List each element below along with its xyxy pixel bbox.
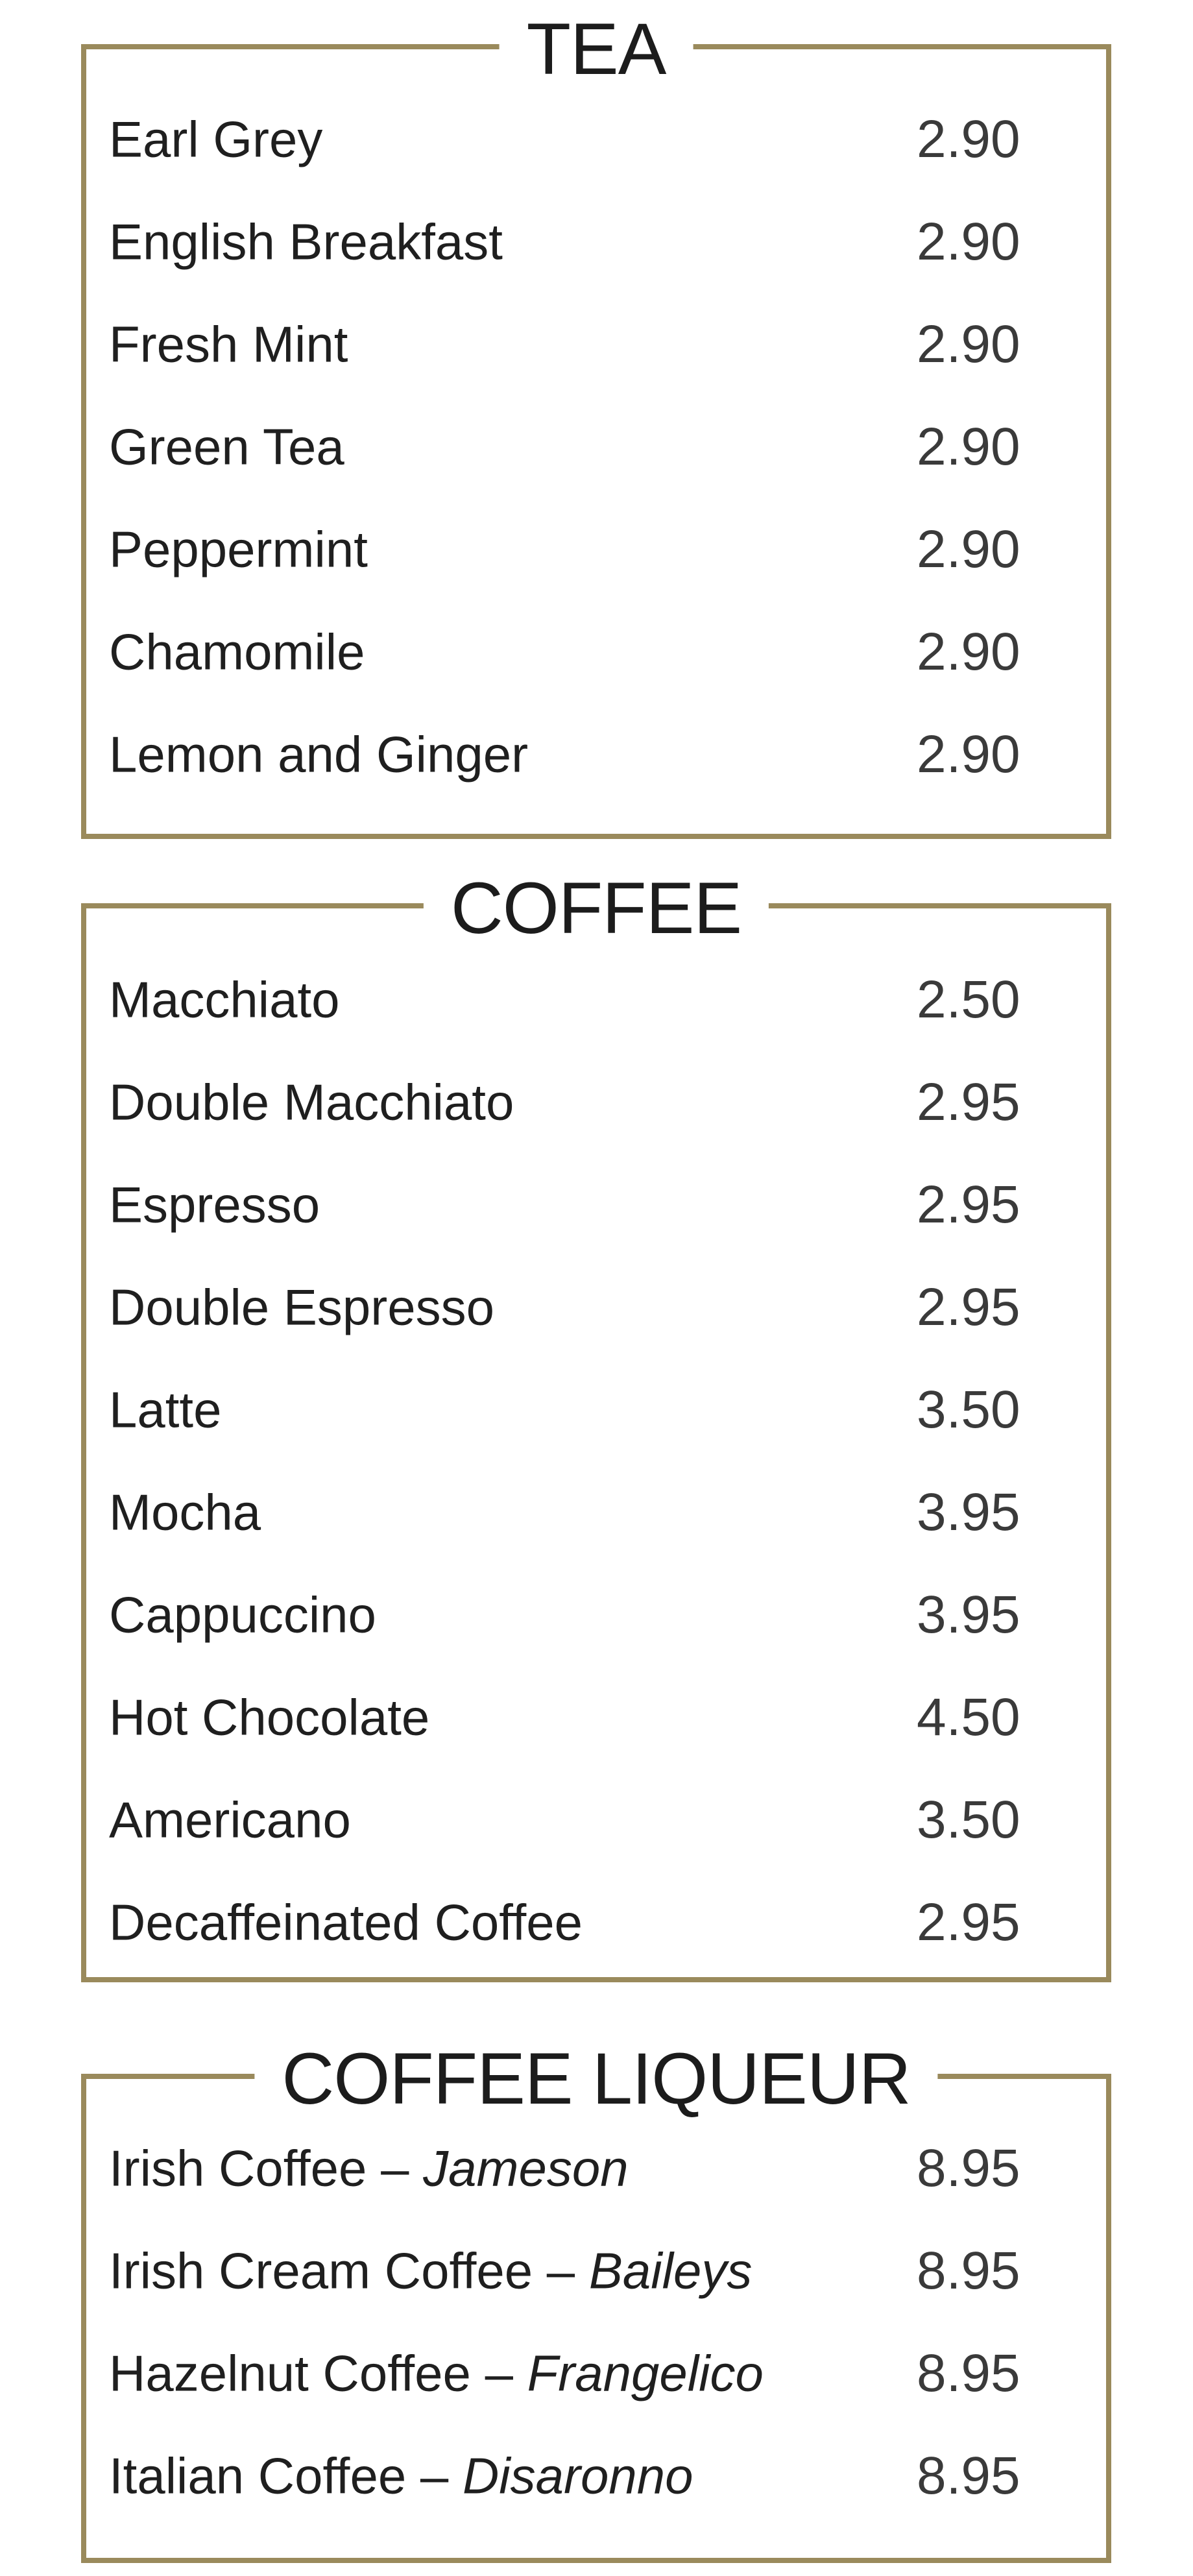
item-price: 2.95 (917, 1893, 1020, 1952)
item-name: Green Tea (109, 418, 344, 476)
item-name: Double Espresso (109, 1278, 494, 1336)
section-title: TEA (500, 13, 693, 86)
menu-item (109, 206, 1106, 278)
item-brand: Disaronno (462, 2447, 693, 2505)
section-coffee-liqueur (81, 2038, 1111, 2563)
item-price: 2.90 (917, 417, 1020, 476)
item-price: 3.95 (917, 1585, 1020, 1644)
menu-item (109, 1682, 1106, 1753)
menu-item (109, 2440, 1106, 2512)
item-name: Cappuccino (109, 1586, 376, 1644)
item-label: Hazelnut Coffee (109, 2344, 471, 2402)
item-price: 3.95 (917, 1483, 1020, 1542)
item-name: Peppermint (109, 520, 368, 578)
item-price: 2.90 (917, 110, 1020, 169)
item-price: 2.95 (917, 1073, 1020, 1132)
item-price: 8.95 (917, 2446, 1020, 2505)
item-price: 3.50 (917, 1790, 1020, 1849)
menu-item (109, 1169, 1106, 1241)
item-label: Irish Coffee (109, 2139, 367, 2197)
item-name: Hot Chocolate (109, 1688, 430, 1746)
menu-item (109, 514, 1106, 585)
item-price: 4.50 (917, 1688, 1020, 1747)
menu-item (109, 1067, 1106, 1138)
section-tea (81, 8, 1111, 839)
item-name: Double Macchiato (109, 1073, 514, 1131)
section-coffee (81, 868, 1111, 1982)
menu-item (109, 309, 1106, 380)
section-title: COFFEE (424, 872, 769, 945)
item-name: Earl Grey (109, 110, 323, 168)
item-name: Americano (109, 1791, 351, 1849)
section-title: COFFEE LIQUEUR (254, 2043, 937, 2115)
item-separator: – (533, 2242, 589, 2300)
item-price: 2.90 (917, 622, 1020, 681)
item-brand: Baileys (588, 2242, 753, 2300)
item-price: 2.90 (917, 520, 1020, 579)
item-price: 3.50 (917, 1380, 1020, 1439)
menu-item (109, 719, 1106, 790)
item-name: Chamomile (109, 623, 365, 681)
item-separator: – (367, 2139, 424, 2197)
item-name: Fresh Mint (109, 315, 348, 373)
item-name (109, 2242, 752, 2301)
menu-item (109, 2338, 1106, 2409)
item-label: Irish Cream Coffee (109, 2242, 533, 2300)
menu-item (109, 1272, 1106, 1343)
menu-item (109, 2133, 1106, 2204)
item-price: 8.95 (917, 2139, 1020, 2198)
item-brand: Jameson (423, 2139, 629, 2197)
menu-item (109, 1477, 1106, 1548)
item-separator: – (470, 2344, 527, 2402)
item-price: 2.90 (917, 315, 1020, 374)
item-name: Mocha (109, 1483, 261, 1541)
item-price: 2.50 (917, 970, 1020, 1029)
item-name: English Breakfast (109, 213, 503, 271)
menu-item (109, 1374, 1106, 1446)
menu-item (109, 104, 1106, 175)
item-price: 2.95 (917, 1278, 1020, 1337)
item-label: Italian Coffee (109, 2447, 407, 2505)
item-name: Lemon and Ginger (109, 725, 529, 783)
item-name: Latte (109, 1381, 222, 1439)
item-price: 2.90 (917, 725, 1020, 784)
item-price: 8.95 (917, 2241, 1020, 2300)
item-price: 8.95 (917, 2344, 1020, 2403)
menu-item (109, 1579, 1106, 1651)
item-name (109, 2344, 764, 2403)
item-name: Espresso (109, 1176, 320, 1233)
item-name (109, 2139, 629, 2198)
item-name: Decaffeinated Coffee (109, 1893, 583, 1951)
menu-item (109, 964, 1106, 1036)
item-name: Macchiato (109, 971, 340, 1028)
menu-item (109, 1784, 1106, 1856)
item-separator: – (406, 2447, 463, 2505)
item-name (109, 2447, 693, 2506)
item-price: 2.90 (917, 212, 1020, 271)
item-price: 2.95 (917, 1175, 1020, 1234)
menu-item (109, 2235, 1106, 2307)
item-brand: Frangelico (527, 2344, 764, 2402)
menu-item (109, 1887, 1106, 1958)
menu-item (109, 411, 1106, 483)
menu-item (109, 616, 1106, 688)
